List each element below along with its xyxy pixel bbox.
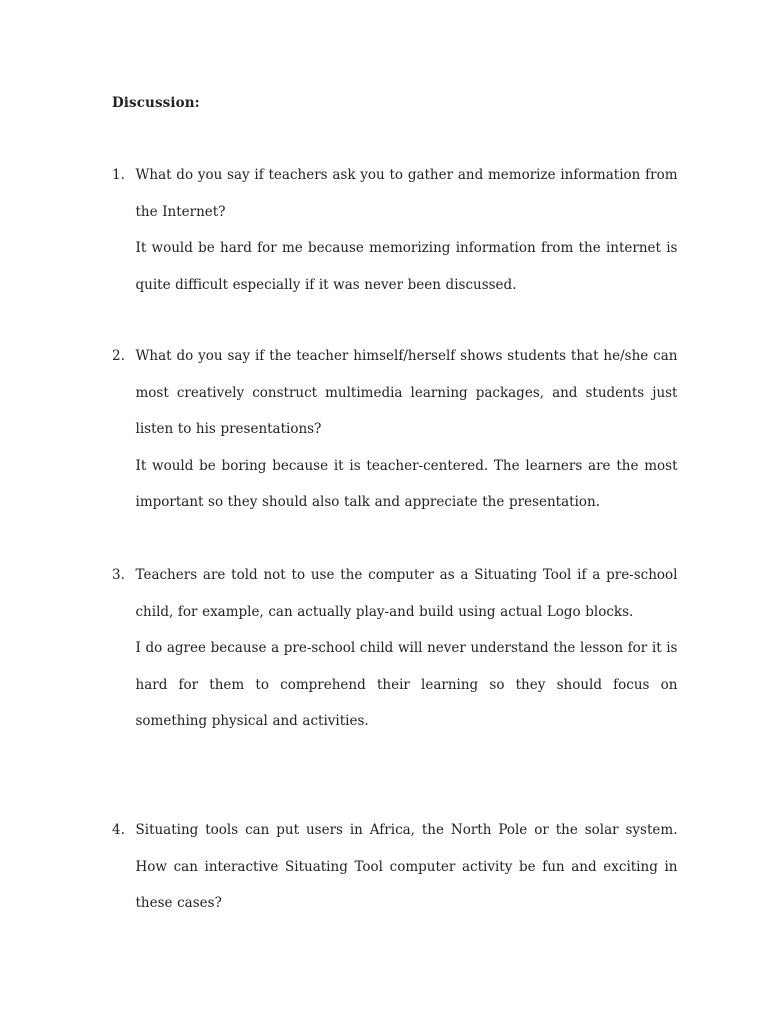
item-number: 4. xyxy=(112,822,125,838)
item-number: 1. xyxy=(112,167,125,183)
item-question: What do you say if the teacher himself/herself shows students that he/she can most creatively construct multimedia learning packages, and students just listen to his presentations? xyxy=(135,348,678,437)
item-number: 2. xyxy=(112,348,125,364)
item-number: 3. xyxy=(112,567,125,583)
discussion-item-3 xyxy=(112,557,678,740)
item-answer: It would be hard for me because memorizing information from the internet is quite difficult especially if it was never been discussed. xyxy=(135,240,678,293)
item-answer: I do agree because a pre-school child will never understand the lesson for it is hard for them to comprehend their learning so they should focus on something physical and activities. xyxy=(135,640,678,729)
item-body xyxy=(136,157,678,303)
item-question: What do you say if teachers ask you to gather and memorize information from the Internet? xyxy=(135,167,678,220)
item-body xyxy=(136,812,678,922)
item-question: Teachers are told not to use the computer as a Situating Tool if a pre-school child, for example, can actually play-and build using actual Logo blocks. xyxy=(135,567,678,620)
discussion-item-2 xyxy=(112,338,678,521)
item-body xyxy=(136,338,678,521)
item-question: Situating tools can put users in Africa, the North Pole or the solar system. How can interactive Situating Tool computer activity be fun and exciting in these cases? xyxy=(135,822,678,911)
item-body xyxy=(136,557,678,740)
discussion-item-1 xyxy=(112,157,678,303)
item-answer: It would be boring because it is teacher-centered. The learners are the most important so they should also talk and appreciate the presentation. xyxy=(135,457,678,510)
discussion-heading: Discussion: xyxy=(112,95,200,111)
discussion-item-4 xyxy=(112,812,678,922)
